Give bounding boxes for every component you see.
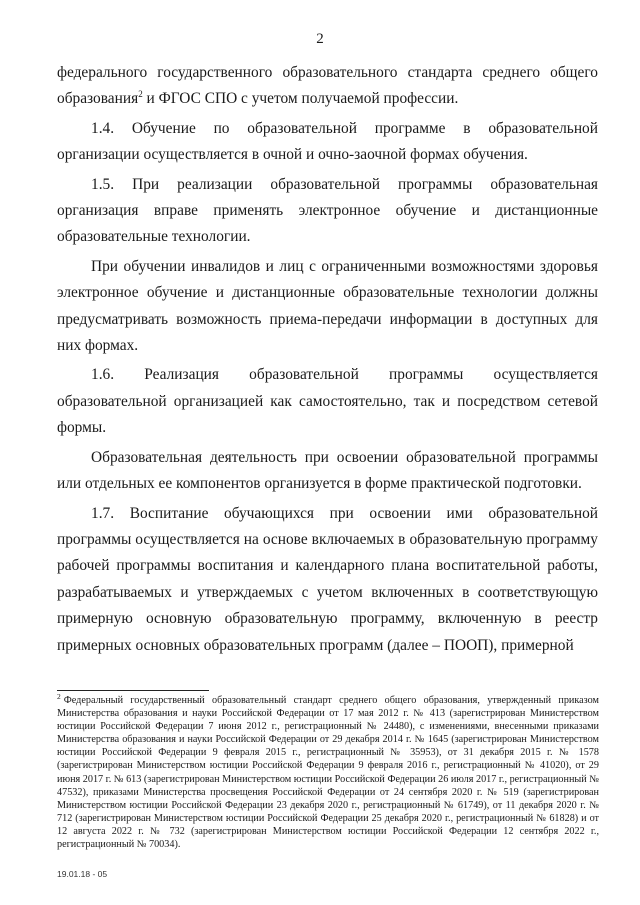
paragraph-continuation	[57, 60, 598, 113]
page-number: 2	[316, 31, 324, 47]
footnote-reference: 2	[138, 89, 143, 100]
paragraph-practical-training: Образовательная деятельность при освоении образовательной программы или отдельных ее компонентов организуется в форме практической подготовки.	[57, 448, 598, 493]
paragraph-continuation-tail: и ФГОС СПО с учетом получаемой профессии.	[142, 90, 459, 108]
footnote-divider	[57, 690, 209, 691]
footnote	[57, 691, 599, 851]
paragraph-1-4: 1.4. Обучение по образовательной программе в образовательной организации осуществляется в очной и очно-заочной формах обучения.	[57, 119, 598, 164]
paragraph-continuation-text: федерального государственного образовательного стандарта среднего общего образования	[57, 64, 598, 108]
document-code: 19.01.18 - 05	[57, 869, 108, 879]
paragraph-disabilities: При обучении инвалидов и лиц с ограниченными возможностями здоровья электронное обучение и дистанционные образовательные технологии должны предусматривать возможность приема-передачи информации в доступных для них формах.	[57, 257, 598, 355]
document-body	[57, 60, 598, 659]
footnote-mark: 2	[57, 691, 61, 701]
paragraph-1-7: 1.7. Воспитание обучающихся при освоении ими образовательной программы осуществляется на основе включаемых в образовательную программу рабочей программы воспитания и календарного плана воспитательной работы, разрабатываемых и утверждаемых с учетом включенных в соответствующую примерную основную образовательную программу, включенную в реестр примерных основных образовательных программ (далее – ПООП), примерной	[57, 504, 598, 654]
paragraph-1-6: 1.6. Реализация образовательной программы осуществляется образовательной организацией как самостоятельно, так и посредством сетевой формы.	[57, 366, 598, 437]
footnote-text: Федеральный государственный образовательный стандарт среднего общего образования, утвержденный приказом Министерства образования и науки Российской Федерации от 17 мая 2012 г. № 413 (зарегистрирован Министерством юстиции Российской Федерации 7 июня 2012 г., регистрационный № 24480), с изменениями, внесенными приказами Министерства образования и науки Российской Федерации от 29 декабря 2014 г. № 1645 (зарегистрирован Министерством юстиции Российской Федерации 9 февраля 2015 г., регистрационный № 35953), от 31 декабря 2015 г. № 1578 (зарегистрирован Министерством юстиции Российской Федерации 9 февраля 2016 г., регистрационный № 41020), от 29 июня 2017 г. № 613 (зарегистрирован Министерством юстиции Российской Федерации 26 июля 2017 г., регистрационный № 47532), приказами Министерства просвещения Российской Федерации от 24 сентября 2020 г. № 519 (зарегистрирован Министерством юстиции Российской Федерации 23 декабря 2020 г., регистрационный № 61749), от 11 декабря 2020 г. № 712 (зарегистрирован Министерством юстиции Российской Федерации 25 декабря 2020 г., регистрационный № 61828) и от 12 августа 2022 г. № 732 (зарегистрирован Министерством юстиции Российской Федерации 12 сентября 2022 г., регистрационный № 70034).	[57, 695, 599, 851]
paragraph-1-5: 1.5. При реализации образовательной программы образовательная организация вправе применять электронное обучение и дистанционные образовательные технологии.	[57, 175, 598, 246]
